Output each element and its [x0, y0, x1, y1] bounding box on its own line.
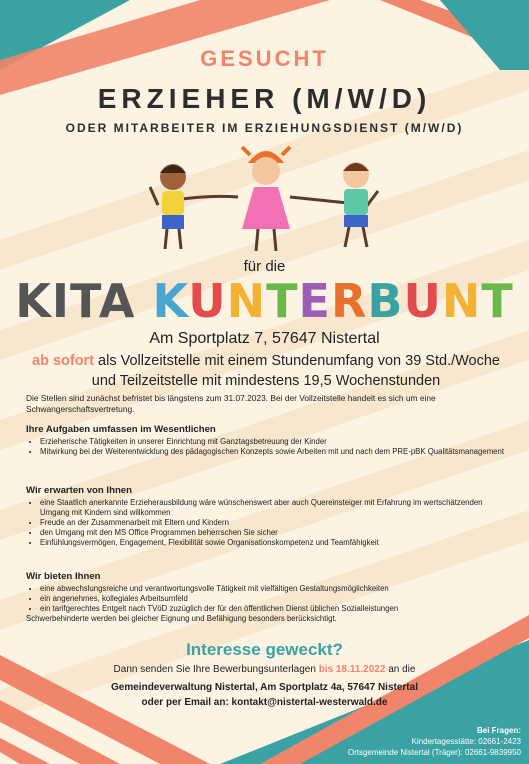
for-the-label: für die [243, 258, 286, 275]
section-aufgaben [26, 424, 506, 457]
section-title: Wir bieten Ihnen [26, 571, 101, 582]
section-bieten [26, 571, 506, 624]
list-item: • eine abwechslungsreiche und verantwortungsvolle Tätigkeit mit vielfältigen Gestaltungsmöglichkeiten [40, 584, 506, 594]
interest-heading: Interesse geweckt? [186, 640, 343, 659]
kita-address: Am Sportplatz 7, 57647 Nistertal [149, 330, 380, 347]
apply-instruction [0, 664, 529, 675]
kunterbunt-letter: E [298, 274, 331, 328]
disability-note: Schwerbehinderte werden bei gleicher Eignung und Befähigung besonders berücksichtigt. [26, 614, 337, 623]
contact-traeger-phone[interactable]: Ortsgemeinde Nistertal (Träger): 02661-9839950 [347, 748, 521, 757]
kunterbunt-letter: N [441, 274, 482, 328]
benefit-list [26, 584, 506, 614]
kunterbunt-letter: B [367, 274, 404, 328]
list-item: • ein angenehmes, kollegiales Arbeitsumfeld [40, 594, 506, 604]
kunterbunt-letter: U [403, 274, 442, 328]
contact-title: Bei Fragen: [476, 726, 521, 735]
list-item: • Einfühlungsvermögen, Engagement, Flexibilität sowie Organisationskompetenz und Teamfähigkeit [40, 538, 506, 548]
list-item: • Mitwirkung bei der Weiterentwicklung des pädagogischen Konzepts sowie Arbeiten mit und nach dem PRE-pBK Qualitätsmanagement [40, 447, 506, 457]
apply-deadline: bis 18.11.2022 [318, 664, 386, 675]
headline-gesucht: GESUCHT [200, 46, 329, 71]
kita-word: KITA [15, 274, 136, 328]
kunterbunt-letter: R [330, 274, 368, 328]
requirement-list [26, 498, 506, 548]
list-item: • ein tarifgerechtes Entgelt nach TVöD zuzüglich der für den öffentlichen Dienst üblichen Sozialleistungen [40, 604, 506, 614]
list-item: • eine Staatlich anerkannte Erzieherausbildung wäre wünschenswert aber auch Quereinsteiger mit Erfahrung im wertschätzenden Umgang mit Kindern sind willkommen [40, 498, 506, 518]
apply-text-after: an die [385, 664, 416, 675]
apply-text-before: Dann senden Sie Ihre Bewerbungsunterlagen [113, 664, 319, 675]
list-item: • Erzieherische Tätigkeiten in unserer Einrichtung mit Ganztagsbetreuung der Kinder [40, 437, 506, 447]
job-title: ERZIEHER (M/W/D) [97, 83, 432, 114]
contact-kita-phone[interactable]: Kindertagesstätte: 02661-2423 [411, 737, 521, 746]
list-item: • Freude an der Zusammenarbeit mit Eltern und Kindern [40, 518, 506, 528]
kunterbunt-letter: T [266, 274, 299, 328]
kunterbunt-letter: T [481, 274, 514, 328]
kunterbunt-word [152, 274, 513, 328]
offer-description: als Vollzeitstelle mit einem Stundenumfang von 39 Std./Woche und Teilzeitstelle mit mindestens 19,5 Wochenstunden [91, 353, 500, 389]
kunterbunt-letter: U [188, 274, 227, 328]
offer-start-accent: ab sofort [32, 353, 95, 369]
apply-address: Gemeindeverwaltung Nistertal, Am Sportplatz 4a, 57647 Nistertal [111, 682, 418, 693]
section-title: Ihre Aufgaben umfassen im Wesentlichen [26, 424, 216, 435]
offer-text [26, 351, 506, 391]
task-list [26, 437, 506, 457]
section-erwarten [26, 485, 506, 548]
kunterbunt-letter: K [152, 274, 189, 328]
job-subtitle: ODER MITARBEITER IM ERZIEHUNGSDIENST (M/W/D) [65, 121, 464, 135]
offer-note: Die Stellen sind zunächst befristet bis längstens zum 31.07.2023. Bei der Vollzeitstelle handelt es sich um eine Schwangerschaftsvertretung. [26, 393, 436, 414]
apply-email[interactable]: oder per Email an: kontakt@nistertal-westerwald.de [141, 697, 388, 708]
kita-name-logo [0, 274, 529, 328]
list-item: • den Umgang mit den MS Office Programmen beherrschen Sie sicher [40, 528, 506, 538]
contact-box [348, 725, 521, 758]
section-title: Wir erwarten von Ihnen [26, 485, 132, 496]
kunterbunt-letter: N [226, 274, 267, 328]
children-holding-hands-illustration [148, 145, 382, 257]
